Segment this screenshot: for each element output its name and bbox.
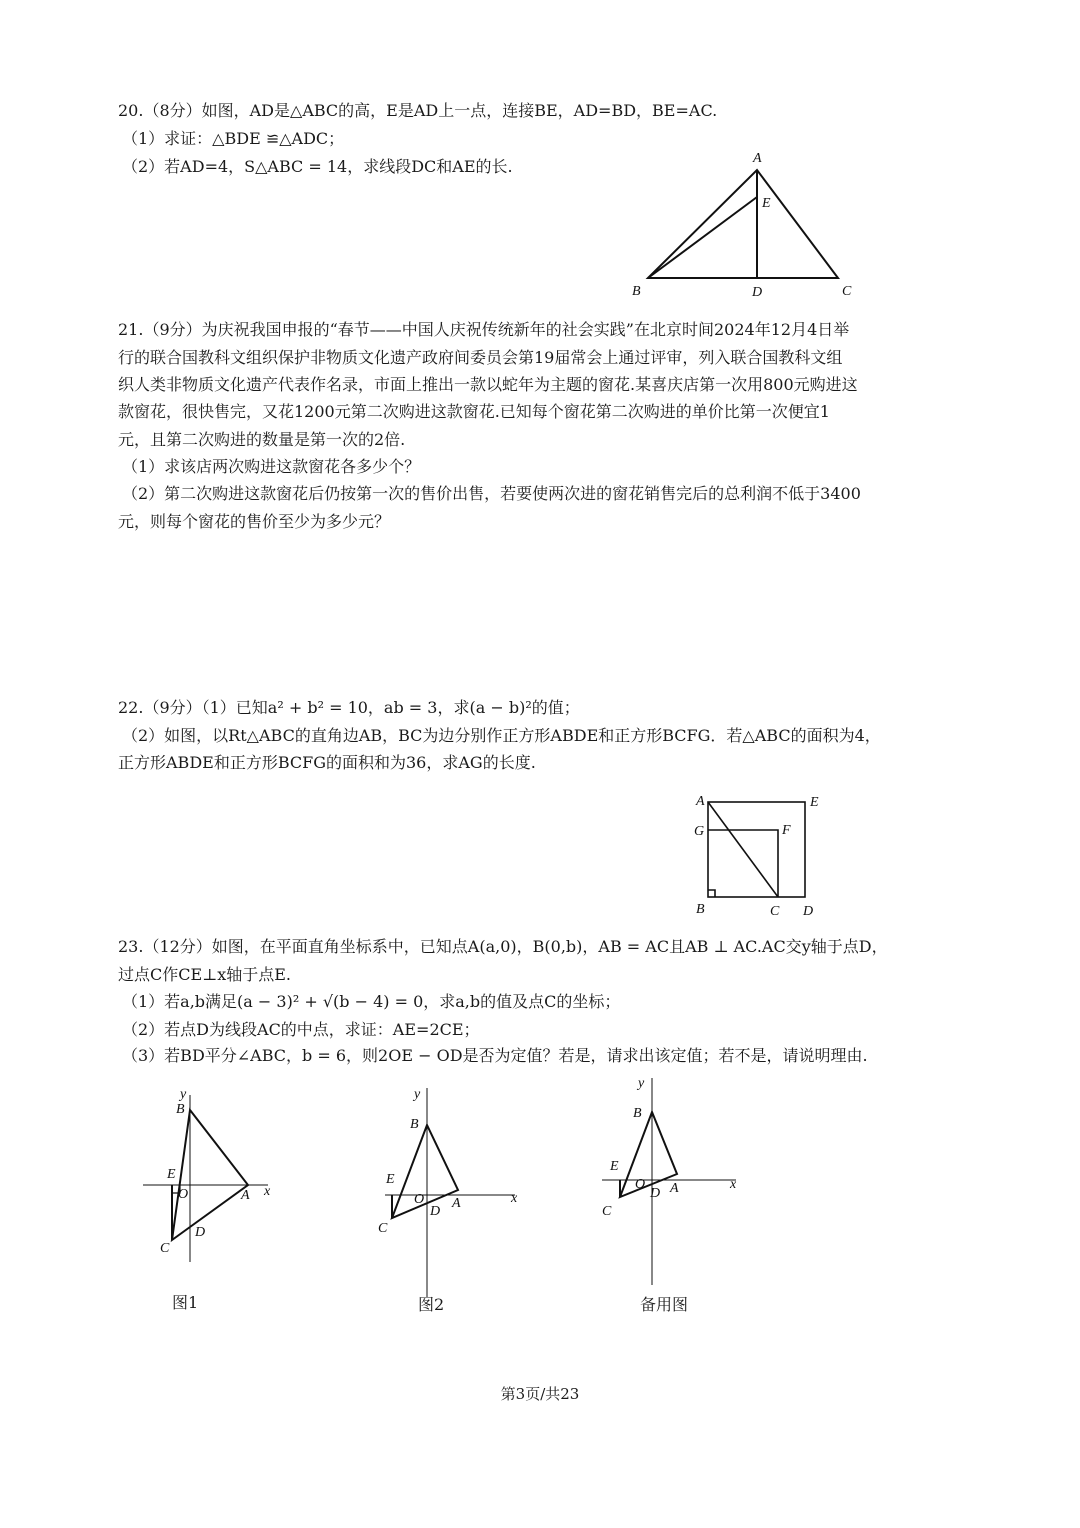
label-F: F [782,823,791,838]
label-O: O [635,1177,646,1192]
q20-stem: 20.（8分）如图，AD是△ABC的高，E是AD上一点，连接BE，AD=BD，BE=AC. [118,101,718,120]
label-B: B [633,1106,642,1121]
label-O: O [178,1187,189,1202]
label-D: D [752,285,763,300]
label-D: D [430,1204,441,1219]
q22-part1: 22.（9分）（1）已知a² + b² = 10，ab = 3，求(a − b)²的值； [118,698,580,717]
label-A: A [670,1181,679,1196]
q23-stem: 23.（12分）如图，在平面直角坐标系中，已知点A(a,0)，B(0,b)，AB = AC且AB ⊥ AC.AC交y轴于点D， [118,937,888,956]
label-B: B [632,284,641,299]
label-y: y [638,1076,645,1091]
label-A: A [753,151,762,166]
q20-part1: （1）求证：△BDE ≌△ADC； [122,129,345,148]
q23-figure-2 [385,1088,515,1297]
label-D: D [195,1225,206,1240]
label-A: A [452,1196,461,1211]
q23-figure-backup [602,1078,736,1285]
q23-part2: （2）若点D为线段AC的中点，求证：AE=2CE； [122,1020,480,1039]
label-E: E [762,196,771,211]
q21-line: 元，且第二次购进的数量是第一次的2倍. [118,430,406,449]
label-D: D [650,1186,661,1201]
label-C: C [378,1221,388,1236]
label-B: B [410,1117,419,1132]
label-x: x [730,1177,737,1192]
page-number: 第3页/共23 [500,1385,580,1403]
q20-figure [648,170,838,278]
label-x: x [264,1184,271,1199]
label-E: E [810,795,819,810]
q23-part3: （3）若BD平分∠ABC，b = 6，则2OE − OD是否为定值？若是，请求出该定值；若不是，请说明理由. [122,1046,868,1065]
label-D: D [803,904,814,919]
q21-line: 21.（9分）为庆祝我国申报的“春节——中国人庆祝传统新年的社会实践”在北京时间2024年12月4日举 [118,320,850,339]
q23-figure-1 [143,1095,268,1262]
label-E: E [167,1167,176,1182]
label-C: C [770,904,780,919]
q21-line: 元，则每个窗花的售价至少为多少元？ [118,512,391,531]
label-y: y [414,1087,421,1102]
label-x: x [511,1191,518,1206]
label-E: E [610,1159,619,1174]
label-B: B [696,902,705,917]
q21-part1: （1）求该店两次购进这款窗花各多少个？ [122,457,421,476]
label-A: A [696,794,705,809]
q23-part1: （1）若a,b满足(a − 3)² + √(b − 4) = 0，求a,b的值及点C的坐标； [122,992,621,1011]
q22-figure [708,802,805,897]
caption-fig1: 图1 [172,1293,199,1312]
label-E: E [386,1172,395,1187]
q21-part2: （2）第二次购进这款窗花后仍按第一次的售价出售，若要使两次进的窗花销售完后的总利润不低于3400 [122,484,861,503]
q21-line: 行的联合国教科文组织保护非物质文化遗产政府间委员会第19届常会上通过评审，列入联合国教科文组 [118,348,843,367]
q23-stem: 过点C作CE⊥x轴于点E. [118,965,292,984]
q22-line: 正方形ABDE和正方形BCFG的面积和为36，求AG的长度. [118,753,536,772]
label-C: C [160,1241,170,1256]
q22-part2: （2）如图，以Rt△ABC的直角边AB，BC为边分别作正方形ABDE和正方形BCFG．若△ABC的面积为4， [122,726,881,745]
caption-fig2: 图2 [418,1295,445,1314]
q21-line: 款窗花，很快售完，又花1200元第二次购进这款窗花.已知每个窗花第二次购进的单价比第一次便宜1 [118,402,830,421]
q20-part2: （2）若AD=4，S△ABC = 14，求线段DC和AE的长. [122,157,513,176]
label-B: B [176,1102,185,1117]
label-C: C [602,1204,612,1219]
label-y: y [180,1087,187,1102]
q21-line: 织人类非物质文化遗产代表作名录，市面上推出一款以蛇年为主题的窗花.某喜庆店第一次用800元购进这 [118,375,858,394]
caption-backup: 备用图 [640,1295,689,1314]
label-C: C [842,284,852,299]
label-O: O [414,1192,425,1207]
label-A: A [241,1188,250,1203]
label-G: G [694,824,705,839]
